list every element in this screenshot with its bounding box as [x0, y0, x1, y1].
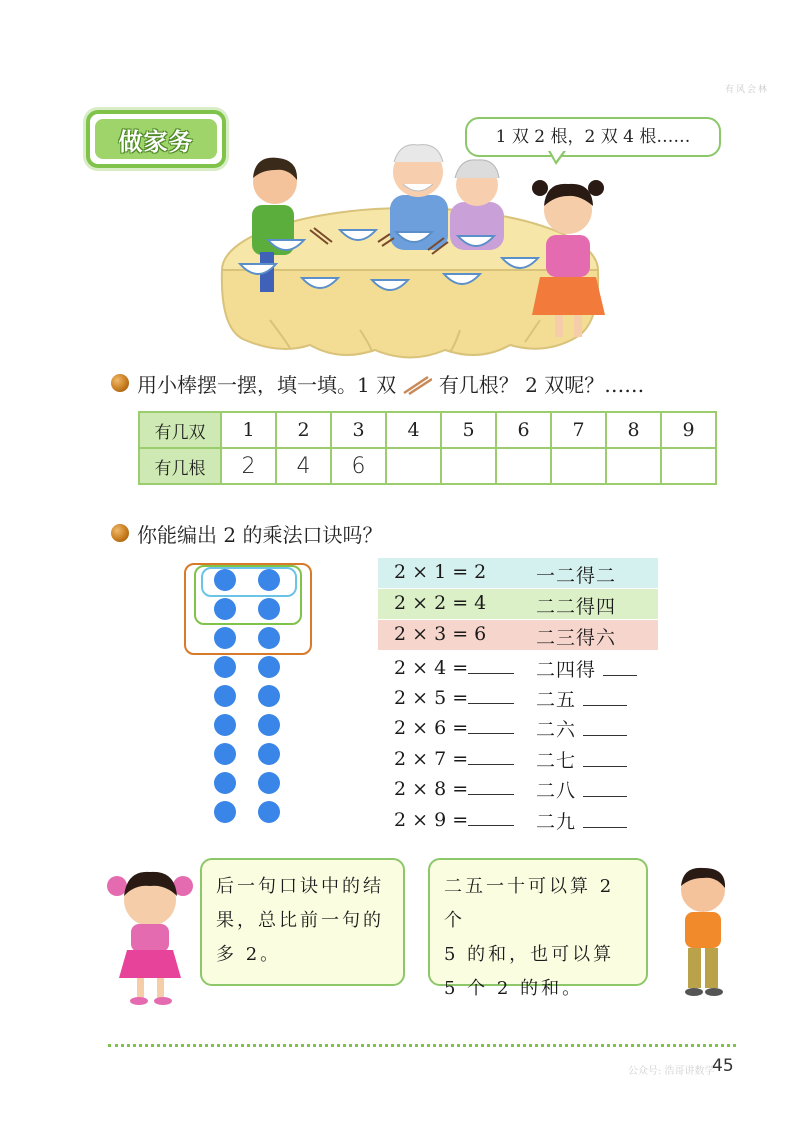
watermark-top: 有风会林	[725, 85, 770, 95]
boy-illustration	[668, 860, 738, 1000]
pairs-cell: 8	[606, 412, 661, 448]
answer-blank[interactable]	[583, 809, 627, 828]
row-header-pairs: 有几双	[139, 412, 221, 448]
mult-row-4: 2 × 4 = 二四得	[378, 652, 658, 682]
note-right: 二五一十可以算 2 个 5 的和，也可以算 5 个 2 的和。	[428, 858, 648, 986]
pairs-cell: 9	[661, 412, 716, 448]
bullet-icon	[111, 374, 129, 392]
footer-rule	[108, 1044, 736, 1047]
answer-blank[interactable]	[583, 778, 627, 797]
table-row	[139, 412, 716, 448]
sticks-cell[interactable]: 6	[331, 448, 386, 484]
sticks-cell[interactable]	[551, 448, 606, 484]
pairs-cell: 4	[386, 412, 441, 448]
dot	[214, 569, 236, 591]
sticks-cell[interactable]: 4	[276, 448, 331, 484]
dot	[214, 772, 236, 794]
answer-blank[interactable]	[468, 715, 514, 734]
pairs-cell: 7	[551, 412, 606, 448]
family-table-illustration	[200, 140, 620, 365]
mult-row-8: 2 × 8 = 二八	[378, 773, 658, 803]
pairs-cell: 1	[221, 412, 276, 448]
sticks-cell[interactable]	[386, 448, 441, 484]
mult-row-9: 2 × 9 = 二九	[378, 804, 658, 834]
page-number: 45	[712, 1056, 734, 1076]
dot	[258, 569, 280, 591]
dot	[258, 685, 280, 707]
mult-row-3: 2 × 3 = 6 二三得六	[378, 620, 658, 650]
pairs-cell: 3	[331, 412, 386, 448]
mult-row-1: 2 × 1 = 2 一二得二	[378, 558, 658, 588]
mult-row-2: 2 × 2 = 4 二二得四	[378, 589, 658, 619]
answer-blank[interactable]	[583, 687, 627, 706]
question-2: 你能编出 2 的乘法口诀吗？	[137, 523, 383, 547]
dot	[214, 598, 236, 620]
dot	[214, 656, 236, 678]
pairs-cell: 5	[441, 412, 496, 448]
row-header-sticks: 有几根	[139, 448, 221, 484]
answer-blank[interactable]	[583, 748, 627, 767]
sticks-cell[interactable]: 2	[221, 448, 276, 484]
answer-blank[interactable]	[468, 685, 514, 704]
question-1: 用小棒摆一摆，填一填。1 双 有几根？ 2 双呢？……	[137, 373, 645, 397]
sticks-cell[interactable]	[441, 448, 496, 484]
dot	[258, 743, 280, 765]
dot	[214, 714, 236, 736]
dot	[214, 801, 236, 823]
answer-blank[interactable]	[603, 657, 637, 676]
table-row	[139, 448, 716, 484]
dot	[258, 627, 280, 649]
answer-blank[interactable]	[468, 655, 514, 674]
speech-bubble-top: 1 双 2 根，2 双 4 根……	[465, 117, 721, 157]
bullet-icon	[111, 524, 129, 542]
dot	[214, 685, 236, 707]
dot	[214, 627, 236, 649]
pairs-sticks-table	[138, 411, 717, 485]
chopsticks-icon	[402, 375, 432, 395]
pairs-cell: 6	[496, 412, 551, 448]
mult-row-5: 2 × 5 = 二五	[378, 682, 658, 712]
mult-row-6: 2 × 6 = 二六	[378, 712, 658, 742]
dot	[214, 743, 236, 765]
sticks-cell[interactable]	[496, 448, 551, 484]
answer-blank[interactable]	[468, 807, 514, 826]
girl-illustration	[105, 860, 195, 1010]
dot	[258, 801, 280, 823]
dot	[258, 656, 280, 678]
dot	[258, 714, 280, 736]
note-left: 后一句口诀中的结 果，总比前一句的 多 2。	[200, 858, 405, 986]
sticks-cell[interactable]	[606, 448, 661, 484]
dot	[258, 772, 280, 794]
answer-blank[interactable]	[468, 746, 514, 765]
mult-row-7: 2 × 7 = 二七	[378, 743, 658, 773]
section-title: 做家务	[95, 119, 217, 159]
watermark-bottom: 公众号: 浩哥讲数学	[628, 1066, 715, 1077]
answer-blank[interactable]	[468, 776, 514, 795]
answer-blank[interactable]	[583, 717, 627, 736]
dot	[258, 598, 280, 620]
pairs-cell: 2	[276, 412, 331, 448]
sticks-cell[interactable]	[661, 448, 716, 484]
